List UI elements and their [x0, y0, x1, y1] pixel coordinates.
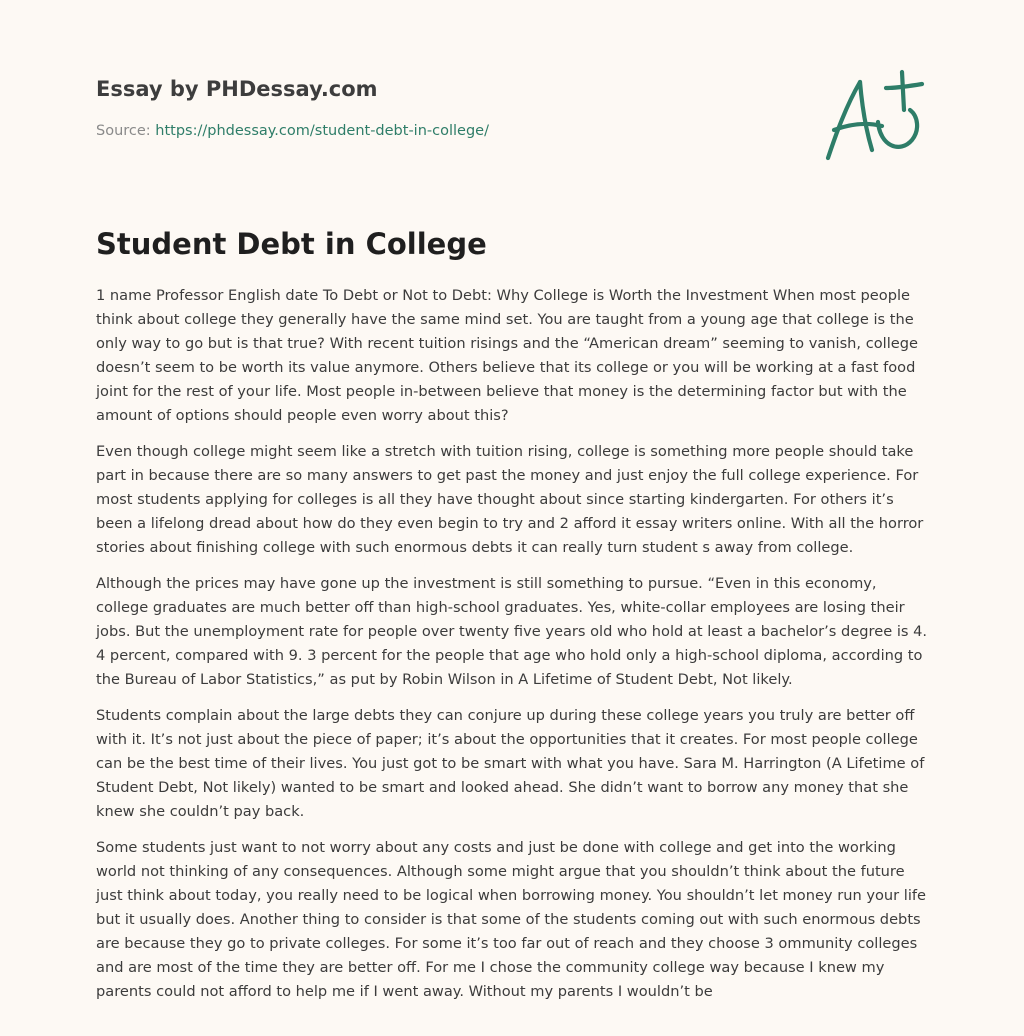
essay-paragraph: Although the prices may have gone up the investment is still something to pursue. “Even in this economy, college graduates are much better off than high-school graduates. Yes, white-collar employees are losing their jobs. But the unemployment rate for people over twenty five years old who hold at least a bachelor’s degree is 4. 4 percent, compared with 9. 3 percent for the people that age who hold only a high-school diploma, according to the Bureau of Labor Statistics,” as put by Robin Wilson in A Lifetime of Student Debt, Not likely.: [96, 575, 928, 688]
a-plus-logo-icon: [822, 68, 928, 164]
essay-body: [96, 284, 932, 1016]
source-link[interactable]: https://phdessay.com/student-debt-in-college/: [155, 123, 489, 139]
source-line: [96, 121, 796, 141]
source-label: Source:: [96, 123, 151, 139]
page-header: [96, 74, 796, 141]
essay-paragraph: 1 name Professor English date To Debt or Not to Debt: Why College is Worth the Investment When most people think about college they generally have the same mind set. You are taught from a young age that college is the only way to go but is that true? With recent tuition risings and the “American dream” seeming to vanish, college doesn’t seem to be worth its value anymore. Others believe that its college or you will be working at a fast food joint for the rest of your life. Most people in-between believe that money is the determining factor but with the amount of options should people even worry about this?: [96, 287, 918, 424]
essay-paragraph: Some students just want to not worry about any costs and just be done with college and get into the working world not thinking of any consequences. Although some might argue that you shouldn’t think about the future just think about today, you really need to be logical when borrowing money. You shouldn’t let money run your life but it usually does. Another thing to consider is that some of the students coming out with such enormous debts are because they go to private colleges. For some it’s too far out of reach and they choose 3 ommunity colleges and are most of the time they are better off. For me I chose the community college way because I knew my parents could not afford to help me if I went away. Without my parents I wouldn’t be: [96, 839, 927, 1000]
essay-paragraph: Even though college might seem like a stretch with tuition rising, college is something more people should take part in because there are so many answers to get past the money and just enjoy the full college experience. For most students applying for colleges is all they have thought about since starting kindergarten. For others it’s been a lifelong dread about how do they even begin to try and 2 afford it essay writers online. With all the horror stories about finishing college with such enormous debts it can really turn student s away from college.: [96, 443, 924, 556]
brand-title: Essay by PHDessay.com: [96, 77, 378, 101]
essay-paragraph: Students complain about the large debts they can conjure up during these college years you truly are better off with it. It’s not just about the piece of paper; it’s about the opportunities that it creates. For most people college can be the best time of their lives. You just got to be smart with what you have. Sara M. Harrington (A Lifetime of Student Debt, Not likely) wanted to be smart and looked ahead. She didn’t want to borrow any money that she knew she couldn’t pay back.: [96, 707, 925, 820]
essay-title: Student Debt in College: [96, 227, 487, 261]
